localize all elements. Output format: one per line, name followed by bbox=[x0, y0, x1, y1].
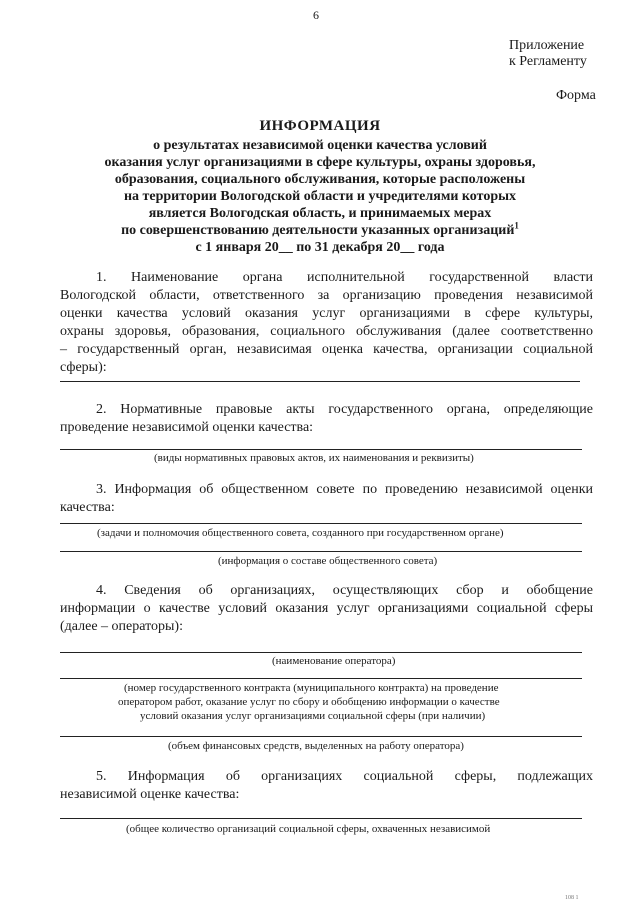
title-line: оказания услуг организациями в сфере культуры, охраны здоровья, bbox=[104, 155, 536, 170]
section1-line: 1. Наименование органа исполнительной государственной власти bbox=[96, 270, 593, 285]
section3-line: 3. Информация об общественном совете по проведению независимой оценки bbox=[96, 482, 593, 497]
section4-caption-2-line: (номер государственного контракта (муниципального контракта) на проведение bbox=[124, 682, 499, 694]
section4-line: 4. Сведения об организациях, осуществляющих сбор и обобщение bbox=[96, 583, 593, 598]
section5-line: 5. Информация об организациях социальной сферы, подлежащих bbox=[96, 769, 593, 784]
fill-line bbox=[60, 381, 580, 382]
section5-caption: (общее количество организаций социальной сферы, охваченных независимой bbox=[126, 823, 491, 835]
section4-line: (далее – операторы): bbox=[60, 619, 183, 634]
reporting-period: с 1 января 20__ по 31 декабря 20__ года bbox=[195, 240, 445, 255]
section4-caption-1: (наименование оператора) bbox=[272, 655, 396, 667]
section4-caption-3: (объем финансовых средств, выделенных на работу оператора) bbox=[168, 740, 464, 752]
section4-caption-2-line: оператором работ, оказание услуг по сбору и обобщению информации о качестве bbox=[118, 696, 500, 708]
fill-line bbox=[60, 523, 582, 524]
document-title: ИНФОРМАЦИЯ bbox=[259, 118, 381, 134]
section3-caption-2: (информация о составе общественного совета) bbox=[218, 555, 438, 567]
section4-line: информации о качестве условий оказания услуг организациями социальной сферы bbox=[60, 601, 593, 616]
title-line-last bbox=[0, 220, 640, 239]
title-line: о результатах независимой оценки качества условий bbox=[153, 138, 487, 153]
form-label: Форма bbox=[556, 88, 596, 103]
section1-line: Вологодской области, ответственного за организацию проведения независимой bbox=[60, 288, 593, 303]
fill-line bbox=[60, 449, 582, 450]
fill-line bbox=[60, 652, 582, 653]
section5-line: независимой оценке качества: bbox=[60, 787, 240, 802]
section2-line: 2. Нормативные правовые акты государственного органа, определяющие bbox=[96, 402, 593, 417]
section3-line: качества: bbox=[60, 500, 115, 515]
section1-line: – государственный орган, независимая оценка качества, организации социальной bbox=[60, 342, 593, 357]
section1-line: оценки качества условий оказания услуг организациями в сфере культуры, bbox=[60, 306, 593, 321]
fill-line bbox=[60, 551, 582, 552]
section2-caption: (виды нормативных правовых актов, их наименования и реквизиты) bbox=[154, 452, 474, 464]
section1-line: охраны здоровья, образования, социального обслуживания (далее соответственно bbox=[60, 324, 593, 339]
section1-line: сферы): bbox=[60, 360, 107, 375]
title-line-text: по совершенствованию деятельности указанных организаций bbox=[121, 223, 515, 238]
fill-line bbox=[60, 818, 582, 819]
section3-caption-1: (задачи и полномочия общественного совета, созданного при государственном органе) bbox=[97, 527, 504, 539]
footer-mark: 108 1 bbox=[565, 895, 579, 901]
appendix-line-2: к Регламенту bbox=[509, 54, 587, 69]
fill-line bbox=[60, 678, 582, 679]
title-line: является Вологодская область, и принимаемых мерах bbox=[148, 206, 492, 221]
footnote-mark: 1 bbox=[514, 220, 519, 231]
title-line: образования, социального обслуживания, которые расположены bbox=[114, 172, 526, 187]
section2-line: проведение независимой оценки качества: bbox=[60, 420, 314, 435]
appendix-line-1: Приложение bbox=[509, 38, 585, 53]
section4-caption-2-line: условий оказания услуг организациями социальной сферы (при наличии) bbox=[140, 710, 486, 722]
title-line: на территории Вологодской области и учредителями которых bbox=[123, 189, 517, 204]
page-number: 6 bbox=[313, 8, 319, 22]
fill-line bbox=[60, 736, 582, 737]
